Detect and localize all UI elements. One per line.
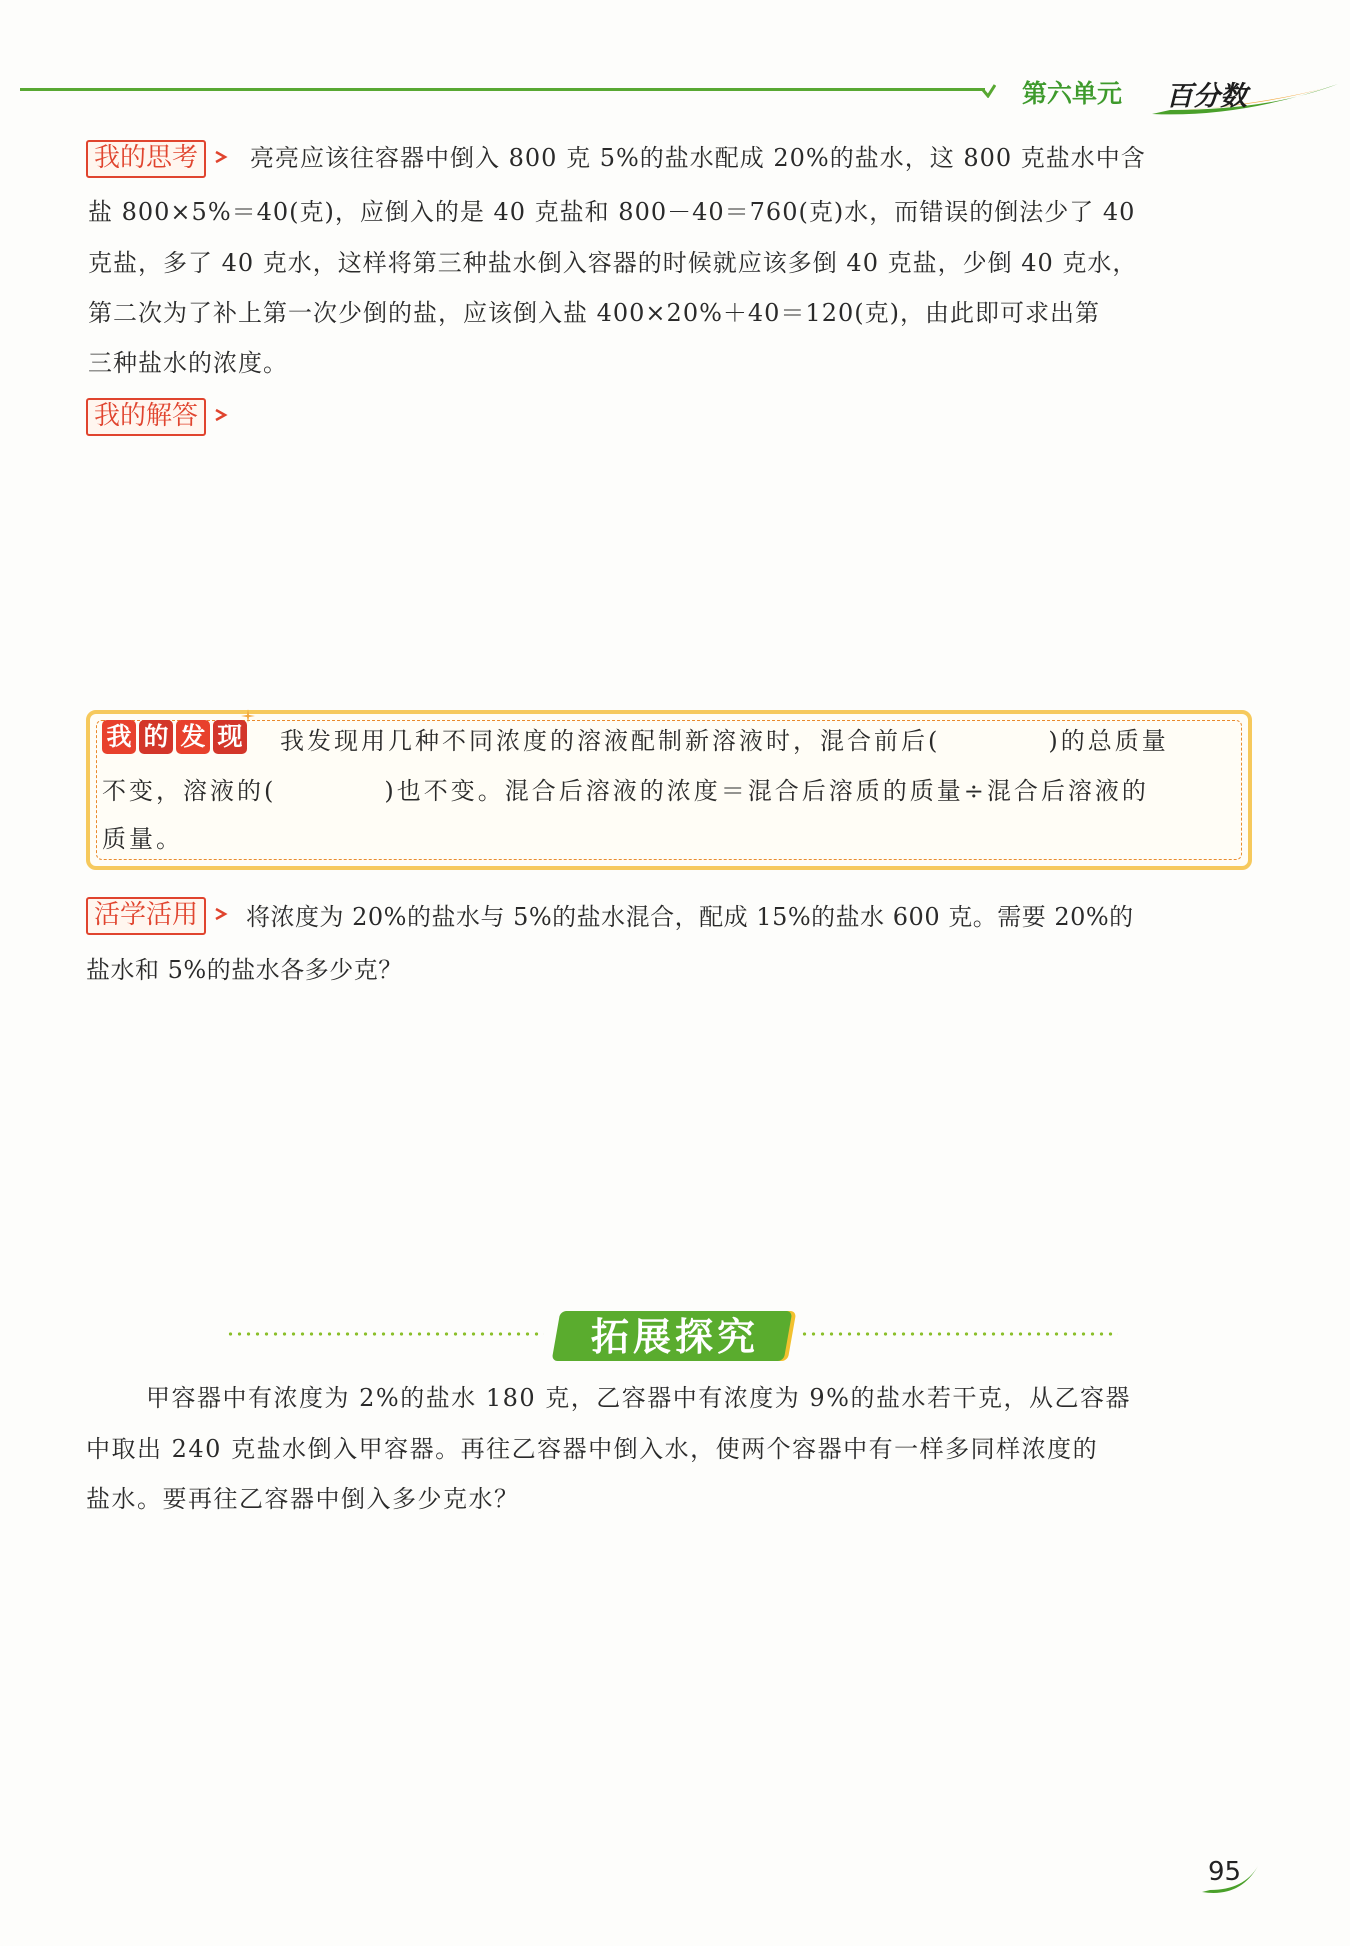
thinking-line-3: 克盐，多了 40 克水，这样将第三种盐水倒入容器的时候就应该多倒 40 克盐，少倒 40 克水， <box>88 249 1138 277</box>
dotted-divider-right <box>800 1332 1118 1336</box>
page-swoosh-icon <box>1200 1862 1262 1898</box>
extension-answer-area[interactable] <box>86 1530 1256 1830</box>
discovery-tag-char: 发 <box>176 720 210 754</box>
practice-tag: 活学活用 <box>86 897 206 935</box>
answer-tag: 我的解答 <box>86 398 206 436</box>
extension-line-3: 盐水。要再往乙容器中倒入多少克水？ <box>86 1485 520 1513</box>
thinking-line-2: 盐 800×5%＝40(克)，应倒入的是 40 克盐和 800－40＝760(克)水，而错误的倒法少了 40 <box>88 198 1136 226</box>
discovery-tag-char: 我 <box>102 720 136 754</box>
practice-line-2: 盐水和 5%的盐水各多少克？ <box>86 956 403 984</box>
unit-label: 第六单元 <box>1022 79 1123 108</box>
chapter-badge <box>1150 70 1345 120</box>
answer-area[interactable] <box>86 450 1256 690</box>
chapter-title: 百分数 <box>1166 81 1247 112</box>
discovery-tag <box>102 720 250 754</box>
thinking-line-5: 三种盐水的浓度。 <box>88 349 288 377</box>
check-icon <box>982 84 996 98</box>
extension-line-1: 甲容器中有浓度为 2%的盐水 180 克，乙容器中有浓度为 9%的盐水若干克，从乙容器 <box>146 1384 1131 1412</box>
discovery-line-1: 我发现用几种不同浓度的溶液配制新溶液时，混合前后( )的总质量 <box>280 727 1169 755</box>
arrow-right-icon <box>214 408 228 422</box>
discovery-line-3: 质量。 <box>102 825 183 853</box>
extension-line-2: 中取出 240 克盐水倒入甲容器。再往乙容器中倒入水，使两个容器中有一样多同样浓度的 <box>86 1435 1099 1463</box>
page-number: 95 <box>1208 1857 1242 1887</box>
thinking-line-4: 第二次为了补上第一次少倒的盐，应该倒入盐 400×20%＋40＝120(克)，由此即可求出第 <box>88 299 1100 327</box>
dotted-divider-left <box>226 1332 544 1336</box>
discovery-tag-char: 现 <box>213 720 247 754</box>
thinking-tag: 我的思考 <box>86 140 206 178</box>
practice-answer-area[interactable] <box>86 1000 1256 1290</box>
discovery-line-2: 不变，溶液的( )也不变。混合后溶液的浓度＝混合后溶质的质量÷混合后溶液的 <box>102 777 1149 805</box>
practice-line-1: 将浓度为 20%的盐水与 5%的盐水混合，配成 15%的盐水 600 克。需要 20%的 <box>246 903 1134 931</box>
arrow-right-icon <box>214 150 228 164</box>
discovery-tag-char: 的 <box>139 720 173 754</box>
arrow-right-icon <box>214 907 228 921</box>
header-rule <box>20 88 985 91</box>
extension-title: 拓展探究 <box>590 1315 759 1359</box>
thinking-line-1: 亮亮应该往容器中倒入 800 克 5%的盐水配成 20%的盐水，这 800 克盐水中含 <box>250 144 1146 172</box>
sparkle-icon <box>240 708 256 724</box>
